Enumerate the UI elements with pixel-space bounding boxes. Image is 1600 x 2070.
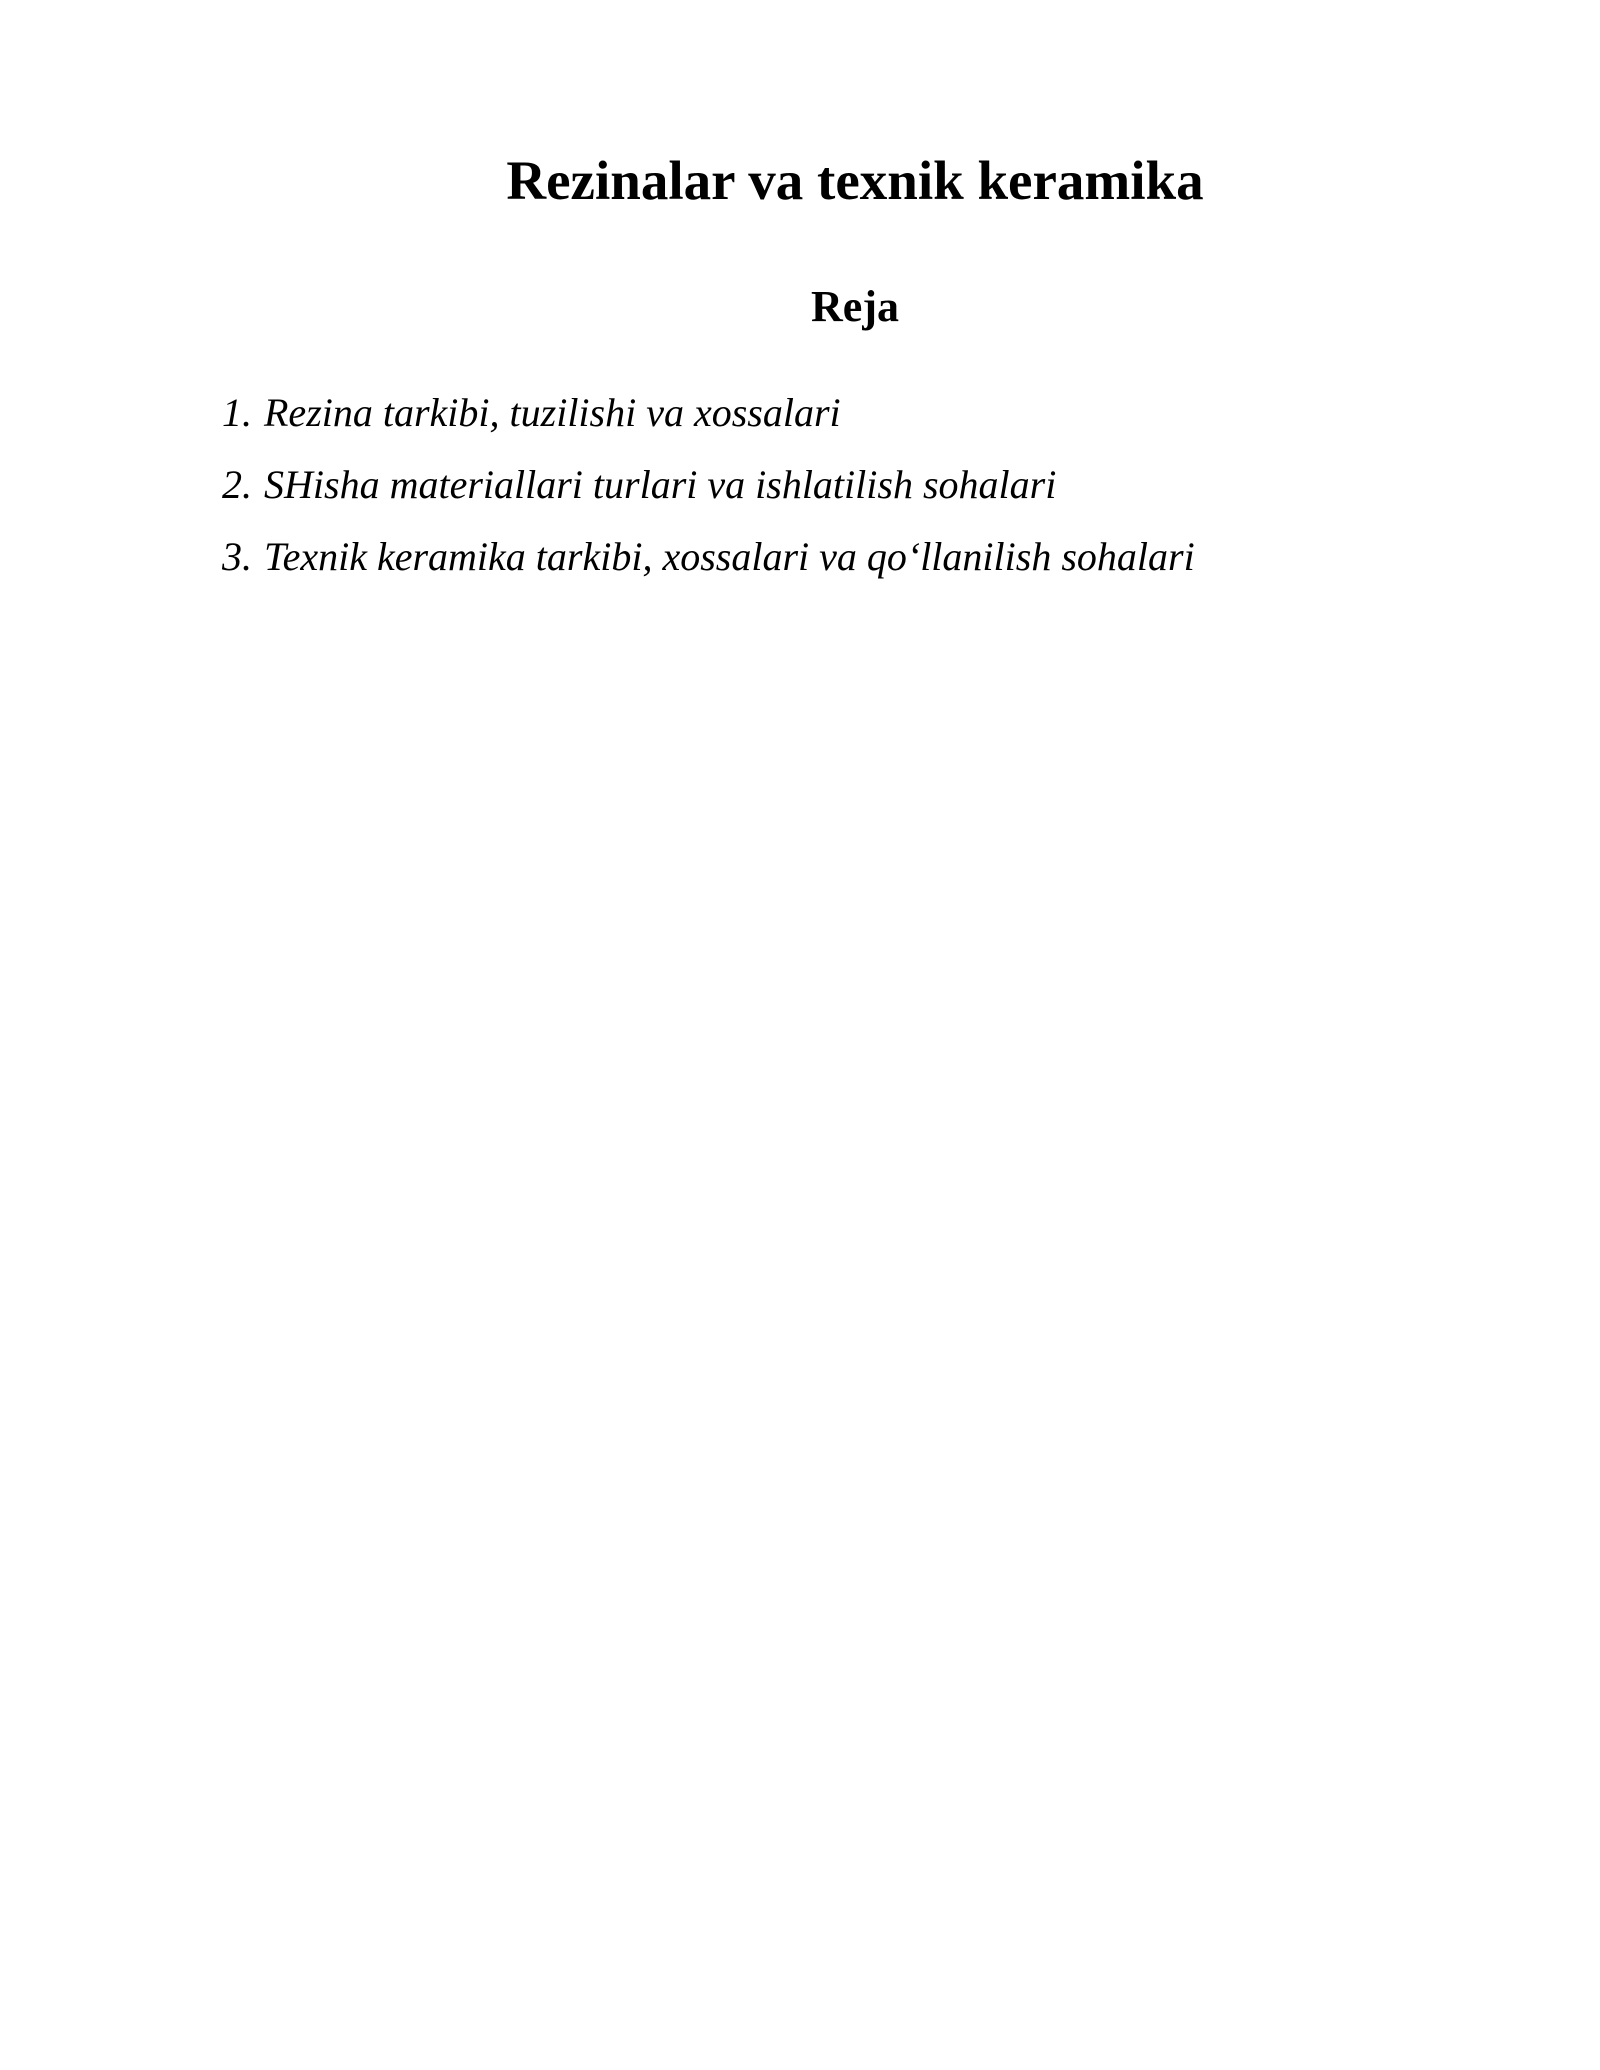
- plan-item: [222, 532, 1522, 604]
- plan-item-text: Texnik keramika tarkibi, xossalari va qo‘llanilish sohalari: [264, 534, 1195, 579]
- plan-item: [222, 388, 1522, 460]
- plan-item-text: SHisha materiallari turlari va ishlatilish sohalari: [264, 462, 1057, 507]
- plan-list: [222, 388, 1522, 604]
- plan-item-number: 3.: [222, 534, 252, 579]
- plan-item-number: 2.: [222, 462, 252, 507]
- plan-item-number: 1.: [222, 390, 252, 435]
- plan-heading: Reja: [811, 282, 899, 331]
- document-title: Rezinalar va texnik keramika: [506, 150, 1204, 211]
- plan-item-text: Rezina tarkibi, tuzilishi va xossalari: [264, 390, 841, 435]
- plan-item: [222, 460, 1522, 532]
